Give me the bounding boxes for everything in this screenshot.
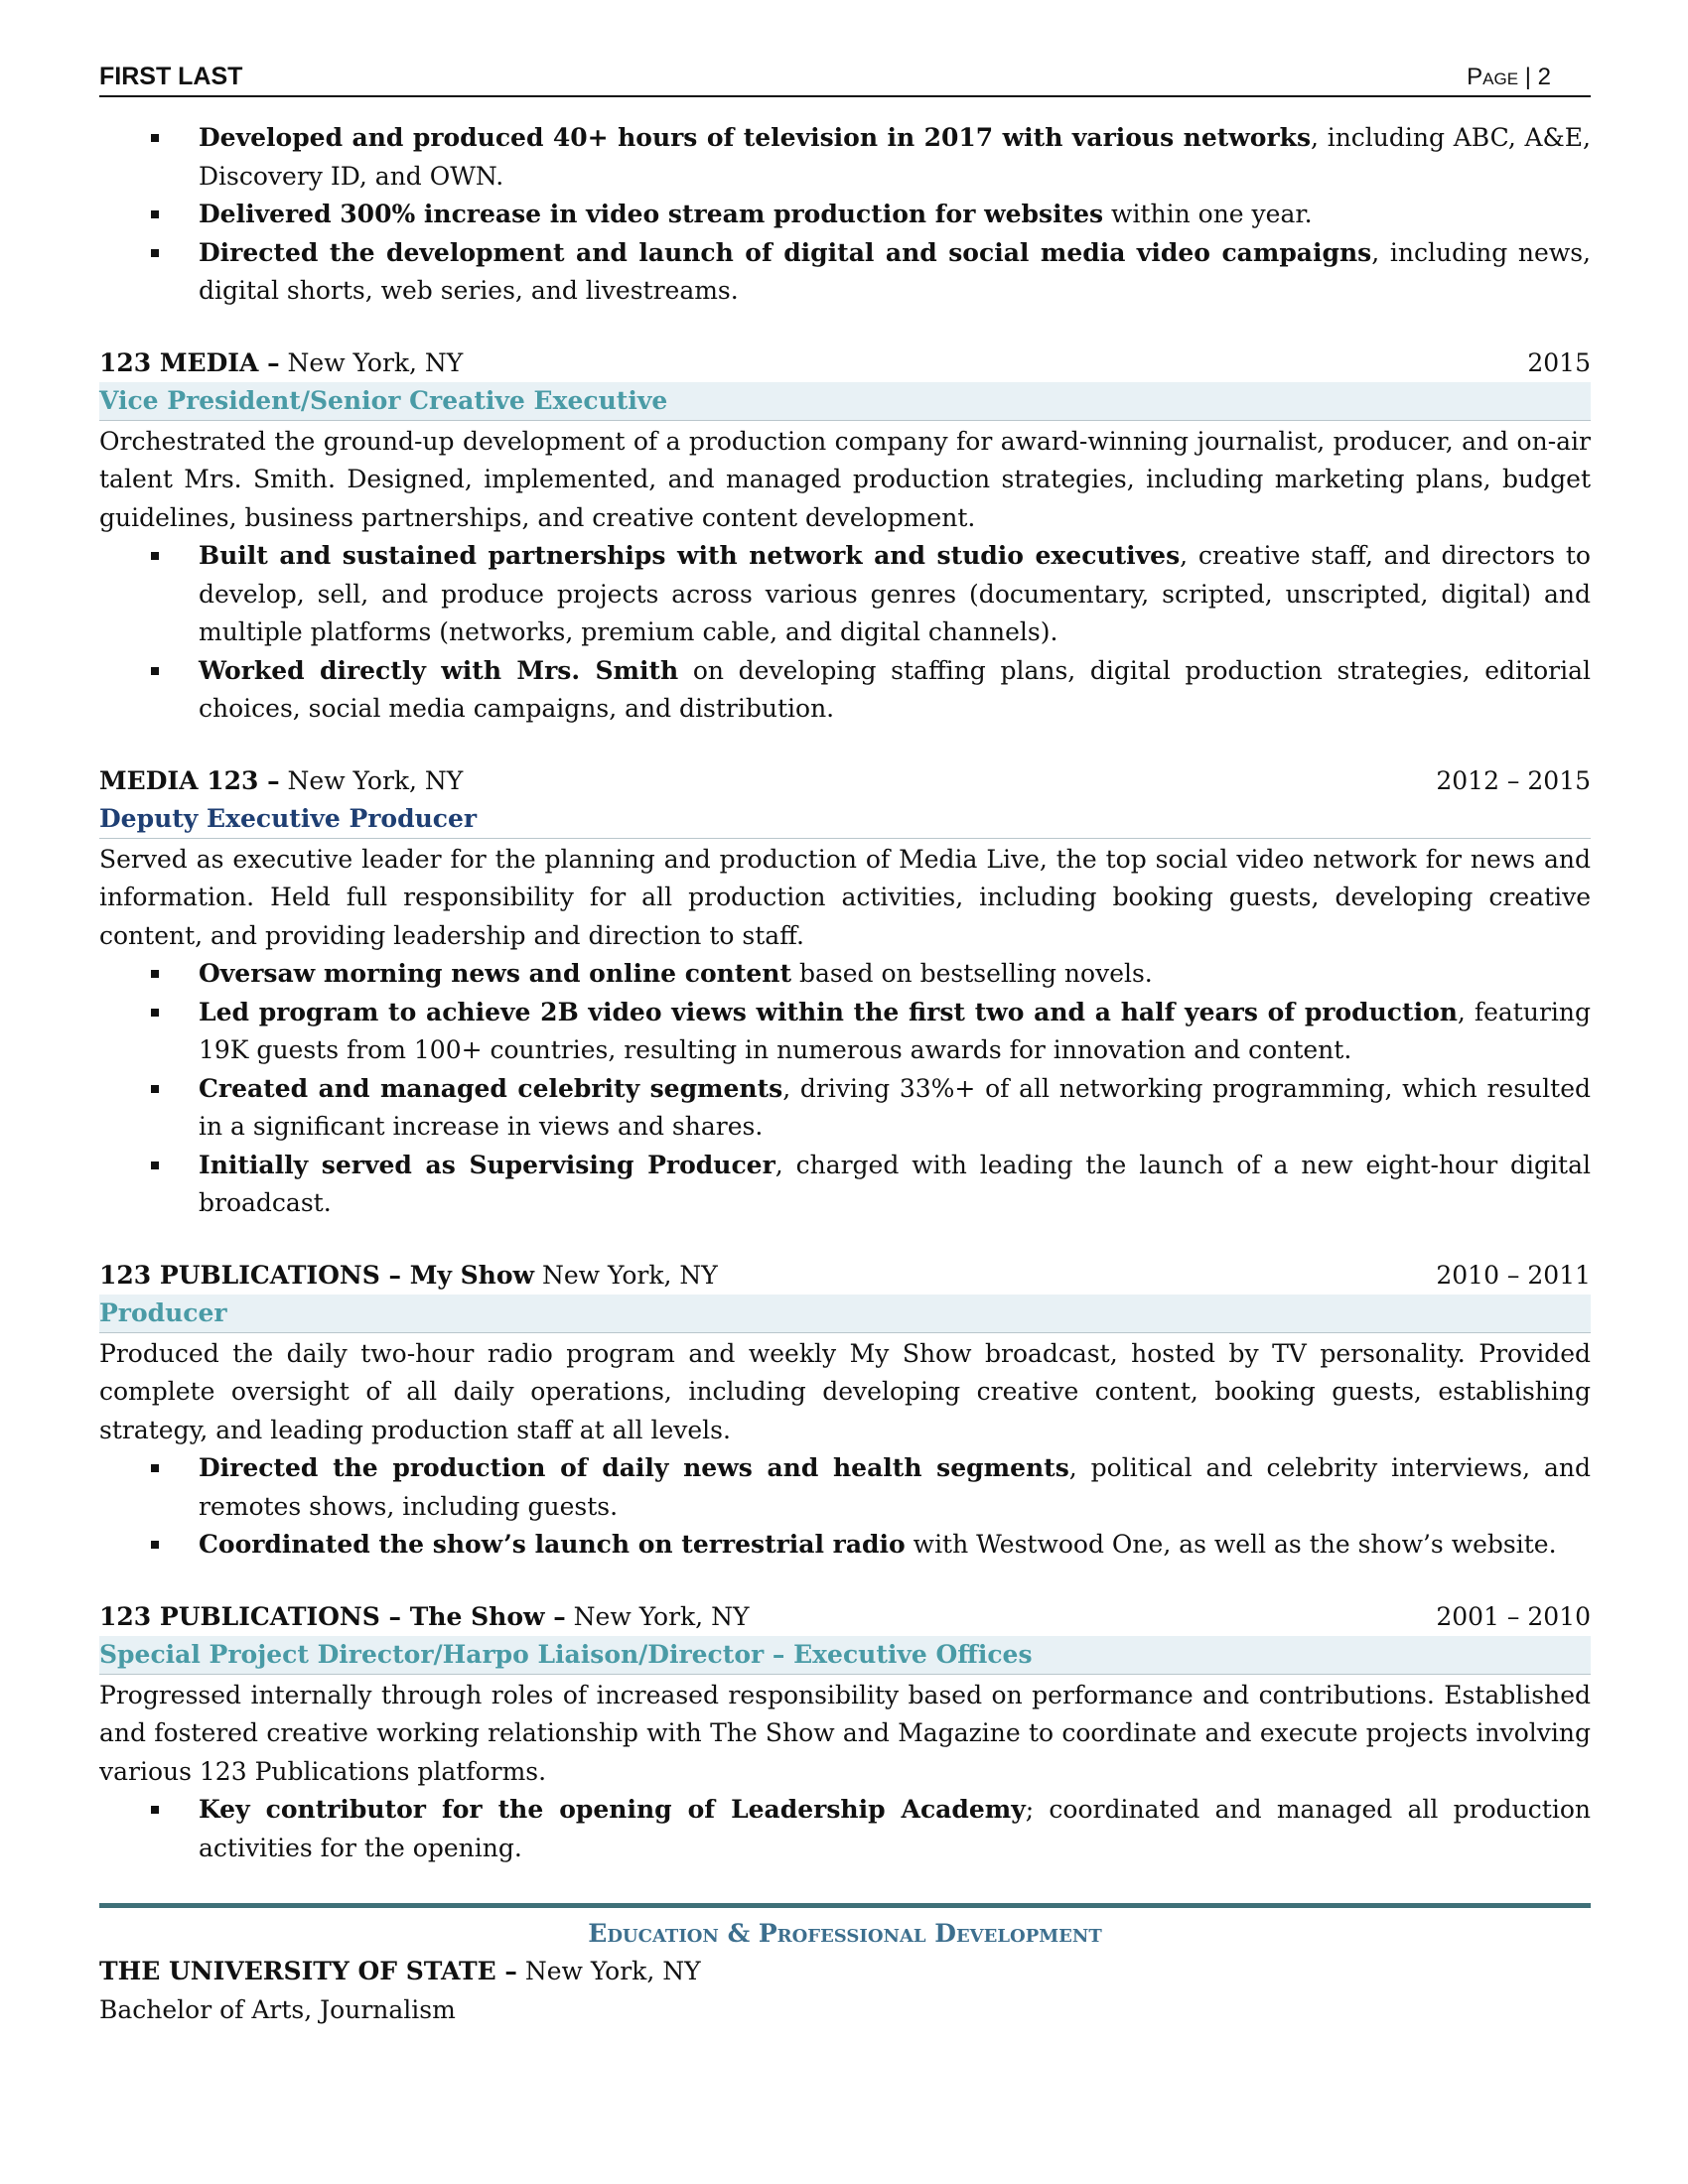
bullet-text: , charged with leading the launch of a new eight-hour digital broadcast. [199,1150,1591,1217]
job-employer [99,1598,749,1636]
job-location: New York, NY [279,765,464,795]
bullet-square-icon [151,1464,159,1472]
page-number [1467,64,1551,91]
bullet-highlight: Initially served as Supervising Producer [199,1150,775,1179]
job-description: Progressed internally through roles of increased responsibility based on performance and contributions. Established and fostered creative working relationship with The Show and Magazine to coordinate and execute projects involving various 123 Publications platforms. [99,1680,1591,1786]
list-item [99,1526,1591,1565]
bullet-square-icon [151,970,159,978]
job-header [99,1598,1591,1636]
bullet-highlight: Created and managed celebrity segments [199,1073,783,1103]
list-item [99,1449,1591,1526]
bullet-square-icon [151,667,159,675]
bullet-highlight: Developed and produced 40+ hours of television in 2017 with various networks [199,123,1312,152]
job-employer [99,762,463,800]
company-name: 123 PUBLICATIONS – My Show [99,1260,535,1290]
education-school-line [99,1952,1591,1990]
job-bullet-list [99,1791,1591,1867]
list-item [99,955,1591,994]
company-name: MEDIA 123 – [99,765,280,795]
section-divider [99,1903,1591,1908]
bullet-highlight: Worked directly with Mrs. Smith [199,655,679,685]
bullet-highlight: Delivered 300% increase in video stream production for websites [199,200,1104,228]
job-location: New York, NY [534,1260,718,1290]
list-item [99,1791,1591,1867]
list-item [99,652,1591,729]
bullet-text: , creative staff, and directors to develop, sell, and produce projects across various genres (documentary, scripted, unscripted, digital) and multiple platforms (networks, premium cable, and digital channels). [199,541,1591,646]
job-dates: 2001 – 2010 [1436,1601,1591,1631]
resume-page [99,58,1591,2029]
bullet-highlight: Built and sustained partnerships with network and studio executives [199,541,1181,570]
job-bullet-list [99,537,1591,729]
bullet-square-icon [151,134,159,142]
bullet-text: based on bestselling novels. [791,959,1153,988]
bullet-highlight: Directed the production of daily news and health segments [199,1453,1069,1482]
job-dates: 2010 – 2011 [1436,1260,1591,1290]
bullet-text: ; coordinated and managed all production activities for the opening. [199,1795,1591,1862]
job-description: Orchestrated the ground-up development of a production company for award-winning journalist, producer, and on-air talent Mrs. Smith. Designed, implemented, and managed production strategies, including marketing plans, budget guidelines, business partnerships, and creative content development. [99,426,1591,532]
section-heading-education: Education & Professional Development [588,1919,1102,1948]
top-bullet-list [99,119,1591,311]
header-name: FIRST LAST [99,63,243,90]
list-item [99,119,1591,196]
page-header [99,58,1591,97]
job-entry [99,762,1591,1223]
bullet-text: within one year. [1103,200,1313,228]
page-number-value: 2 [1537,64,1551,90]
job-bullet-list [99,1449,1591,1565]
job-title: Vice President/Senior Creative Executive [99,382,1591,421]
job-dates: 2012 – 2015 [1436,765,1591,795]
bullet-text: , political and celebrity interviews, and remotes shows, including guests. [199,1453,1592,1521]
bullet-square-icon [151,1806,159,1814]
bullet-highlight: Directed the development and launch of digital and social media video campaigns [199,237,1372,267]
bullet-square-icon [151,552,159,560]
job-title: Producer [99,1295,1591,1333]
bullet-highlight: Led program to achieve 2B video views within the first two and a half years of production [199,997,1458,1026]
bullet-square-icon [151,1085,159,1093]
list-item [99,196,1591,234]
job-header [99,1257,1591,1295]
list-item [99,994,1591,1070]
bullet-square-icon [151,249,159,257]
bullet-text: , including news, digital shorts, web series, and livestreams. [199,237,1591,305]
job-title: Special Project Director/Harpo Liaison/Director – Executive Offices [99,1636,1591,1675]
education-degree: Bachelor of Arts, Journalism [99,1995,456,2024]
job-entry [99,1598,1591,1868]
job-location: New York, NY [279,347,464,377]
bullet-square-icon [151,1161,159,1169]
company-name: 123 PUBLICATIONS – The Show – [99,1601,566,1631]
bullet-text: , driving 33%+ of all networking programming, which resulted in a significant increase in views and shares. [199,1073,1591,1141]
job-employer [99,1257,718,1295]
job-location: New York, NY [565,1601,750,1631]
job-description: Produced the daily two-hour radio program and weekly My Show broadcast, hosted by TV personality. Provided complete oversight of all daily operations, including developing creative content, booking guests, establishing strategy, and leading production staff at all levels. [99,1338,1591,1444]
list-item [99,1070,1591,1147]
job-title: Deputy Executive Producer [99,800,1591,839]
bullet-square-icon [151,210,159,218]
job-entry [99,344,1591,729]
school-location: New York, NY [516,1957,701,1985]
job-header [99,344,1591,382]
job-header [99,762,1591,800]
job-employer [99,344,463,382]
bullet-text: with Westwood One, as well as the show’s website. [905,1530,1557,1559]
bullet-highlight: Key contributor for the opening of Leadership Academy [199,1795,1026,1824]
list-item [99,1147,1591,1223]
company-name: 123 MEDIA – [99,347,280,377]
job-bullet-list [99,955,1591,1223]
school-name: THE UNIVERSITY OF STATE – [99,1957,517,1985]
job-dates: 2015 [1527,347,1591,377]
bullet-square-icon [151,1009,159,1017]
bullet-text: , including ABC, A&E, Discovery ID, and OWN. [199,123,1591,191]
page-separator: | [1524,64,1531,90]
job-entry [99,1257,1591,1565]
bullet-text: , featuring 19K guests from 100+ countries, resulting in numerous awards for innovation and content. [199,997,1591,1064]
bullet-highlight: Oversaw morning news and online content [199,959,792,988]
list-item [99,234,1591,311]
page-word: Page [1467,64,1519,90]
bullet-text: on developing staffing plans, digital production strategies, editorial choices, social media campaigns, and distribution. [199,655,1591,723]
bullet-highlight: Coordinated the show’s launch on terrestrial radio [199,1530,906,1559]
job-description: Served as executive leader for the planning and production of Media Live, the top social video network for news and information. Held full responsibility for all production activities, including booking guests, developing creative content, and providing leadership and direction to staff. [99,844,1591,950]
list-item [99,537,1591,652]
bullet-square-icon [151,1541,159,1549]
